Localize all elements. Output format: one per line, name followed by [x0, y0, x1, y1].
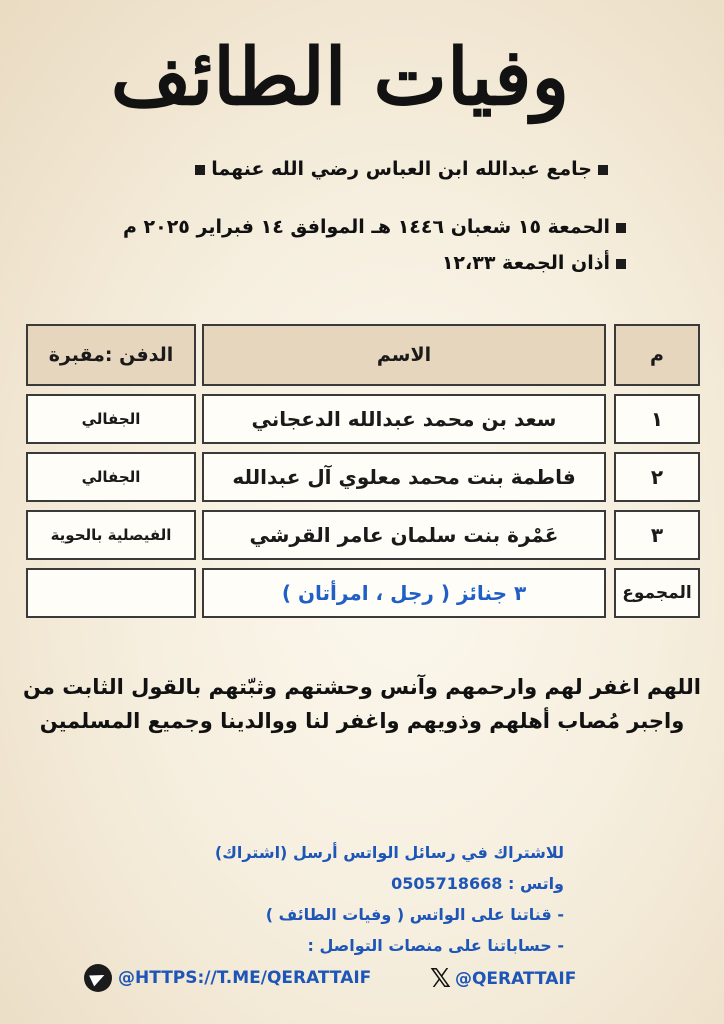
mosque-line	[189, 158, 614, 180]
square-bullet-icon	[616, 223, 626, 233]
whatsapp-channel: - قناتنا على الواتس ( وفيات الطائف )	[265, 905, 564, 924]
date-line	[123, 216, 632, 238]
row-1-name: سعد بن محمد عبدالله الدعجاني	[202, 394, 606, 444]
header-name: الاسم	[202, 324, 606, 386]
square-bullet-icon	[598, 165, 608, 175]
row-1-burial: الجفالي	[26, 394, 196, 444]
social-accounts-label: - حساباتنا على منصات التواصل :	[307, 936, 564, 955]
row-3-burial: الفيصلية بالحوية	[26, 510, 196, 560]
telegram-icon	[84, 964, 112, 992]
total-label: المجموع	[614, 568, 700, 618]
row-2-burial: الجفالي	[26, 452, 196, 502]
adhan-line	[442, 252, 632, 274]
row-2-num: ٢	[614, 452, 700, 502]
mosque-text: جامع عبدالله ابن العباس رضي الله عنهما	[211, 158, 592, 180]
row-2-name: فاطمة بنت محمد معلوي آل عبدالله	[202, 452, 606, 502]
row-3-num: ٣	[614, 510, 700, 560]
row-1-num: ١	[614, 394, 700, 444]
page-title: وفيات الطائف	[110, 32, 570, 123]
square-bullet-icon	[195, 165, 205, 175]
telegram-link[interactable]	[84, 964, 371, 992]
prayer-line-2: واجبر مُصاب أهلهم وذويهم واغفر لنا ووالدينا وجميع المسلمين	[39, 709, 685, 733]
row-3-name: عَمْرة بنت سلمان عامر القرشي	[202, 510, 606, 560]
prayer-text	[20, 670, 704, 738]
total-empty-cell	[26, 568, 196, 618]
prayer-line-1: اللهم اغفر لهم وارحمهم وآنس وحشتهم وثبّتهم بالقول الثابت من	[22, 675, 702, 699]
telegram-handle: @HTTPS://T.ME/QERATTAIF	[118, 968, 372, 988]
adhan-text: أذان الجمعة ١٢،٣٣	[441, 252, 610, 274]
whatsapp-number: واتس : 0505718668	[391, 874, 564, 893]
subscribe-line: للاشتراك في رسائل الواتس أرسل (اشتراك)	[214, 843, 564, 862]
square-bullet-icon	[616, 259, 626, 269]
x-link[interactable]	[430, 964, 576, 994]
x-logo-icon: 𝕏	[430, 964, 451, 994]
header-num: م	[614, 324, 700, 386]
header-burial: الدفن :مقبرة	[26, 324, 196, 386]
x-handle: @QERATTAIF	[454, 969, 577, 989]
total-value: ٣ جنائز ( رجل ، امرأتان )	[202, 568, 606, 618]
date-text: الحمعة ١٥ شعبان ١٤٤٦ هـ الموافق ١٤ فبراير ٢٠٢٥ م	[122, 216, 610, 238]
